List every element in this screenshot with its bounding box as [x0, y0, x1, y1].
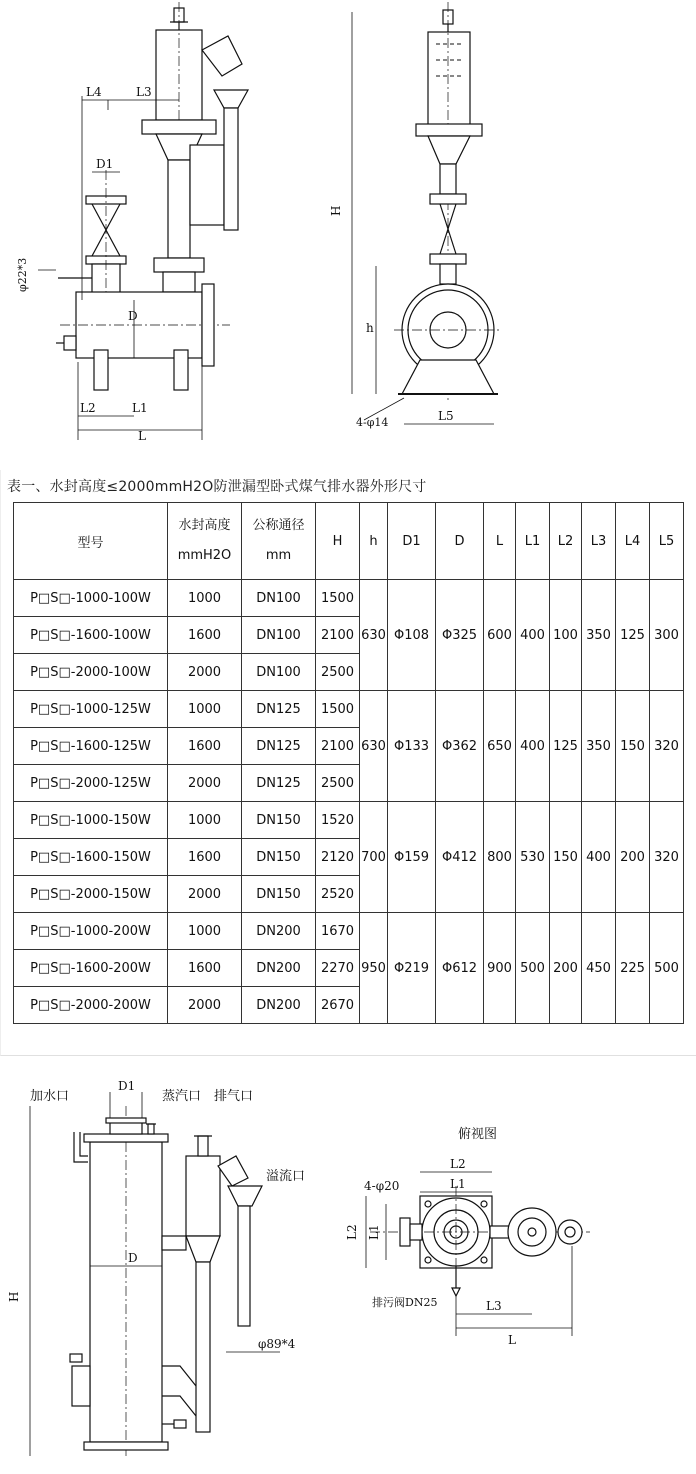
cell-model: P□S□-2000-100W — [14, 654, 168, 691]
cell-H: 2520 — [316, 876, 360, 913]
label-drain: 排污阀DN25 — [372, 1296, 438, 1309]
plan-view — [345, 1127, 590, 1347]
cell-h: 630 — [360, 580, 388, 691]
plan-title: 俯视图 — [458, 1127, 498, 1142]
table-row — [14, 802, 684, 839]
header-h: h — [360, 503, 388, 580]
cell-dn: DN100 — [242, 654, 316, 691]
cell-H: 2100 — [316, 617, 360, 654]
header-seal-line2: mmH2O — [177, 548, 232, 563]
cell-model: P□S□-1000-125W — [14, 691, 168, 728]
header-D1: D1 — [388, 503, 436, 580]
cell-D1: Φ219 — [388, 913, 436, 1024]
label-overflow: 溢流口 — [266, 1169, 306, 1184]
cell-L4: 150 — [616, 691, 650, 802]
cell-seal: 1600 — [168, 950, 242, 987]
cell-L1: 400 — [516, 691, 550, 802]
cell-dn: DN125 — [242, 691, 316, 728]
header-L2: L2 — [550, 503, 582, 580]
cell-model: P□S□-1000-150W — [14, 802, 168, 839]
cell-dn: DN200 — [242, 987, 316, 1024]
label-L-plan: L — [508, 1333, 516, 1347]
cell-D1: Φ108 — [388, 580, 436, 691]
cell-H: 1520 — [316, 802, 360, 839]
elevation-view — [7, 1079, 305, 1456]
label-D-bottom: D — [128, 1251, 138, 1265]
spec-section — [0, 470, 696, 1056]
cell-L1: 530 — [516, 802, 550, 913]
cell-h: 950 — [360, 913, 388, 1024]
header-dn — [242, 503, 316, 580]
label-H-bottom: H — [7, 1291, 21, 1302]
cell-L5: 500 — [650, 913, 684, 1024]
cell-H: 2500 — [316, 654, 360, 691]
cell-dn: DN150 — [242, 802, 316, 839]
header-seal — [168, 503, 242, 580]
label-phi22: φ22*3 — [16, 257, 29, 292]
cell-H: 2270 — [316, 950, 360, 987]
horizontal-drainer-drawing — [0, 0, 696, 470]
cell-dn: DN200 — [242, 950, 316, 987]
label-L1: L1 — [132, 401, 148, 415]
label-D1: D1 — [96, 157, 114, 171]
label-holes: 4-φ14 — [356, 416, 389, 429]
label-water-inlet: 加水口 — [30, 1089, 70, 1104]
cell-H: 1500 — [316, 691, 360, 728]
cell-D: Φ412 — [436, 802, 484, 913]
cell-seal: 1600 — [168, 728, 242, 765]
label-L1-plan-top: L1 — [450, 1177, 466, 1191]
cell-H: 2120 — [316, 839, 360, 876]
front-view — [16, 2, 248, 443]
label-holes-plan: 4-φ20 — [364, 1179, 400, 1193]
cell-L3: 400 — [582, 802, 616, 913]
cell-seal: 1000 — [168, 913, 242, 950]
header-model: 型号 — [14, 503, 168, 580]
label-vent: 排气口 — [214, 1089, 254, 1104]
side-view — [329, 2, 502, 429]
cell-seal: 1000 — [168, 691, 242, 728]
cell-dn: DN100 — [242, 580, 316, 617]
table-row — [14, 913, 684, 950]
cell-L: 900 — [484, 913, 516, 1024]
header-L5: L5 — [650, 503, 684, 580]
header-L: L — [484, 503, 516, 580]
cell-D: Φ612 — [436, 913, 484, 1024]
table-row — [14, 580, 684, 617]
cell-L: 600 — [484, 580, 516, 691]
cell-seal: 2000 — [168, 876, 242, 913]
cell-L3: 350 — [582, 580, 616, 691]
cell-seal: 2000 — [168, 765, 242, 802]
cell-L5: 320 — [650, 802, 684, 913]
cell-L3: 450 — [582, 913, 616, 1024]
header-dn-line1: 公称通径 — [252, 518, 305, 533]
label-steam: 蒸汽口 — [162, 1089, 202, 1104]
cell-h: 630 — [360, 691, 388, 802]
header-H: H — [316, 503, 360, 580]
cell-D: Φ362 — [436, 691, 484, 802]
label-L1-plan-side: L1 — [367, 1224, 381, 1240]
header-L1: L1 — [516, 503, 550, 580]
cell-model: P□S□-2000-150W — [14, 876, 168, 913]
cell-dn: DN125 — [242, 765, 316, 802]
cell-H: 2100 — [316, 728, 360, 765]
cell-model: P□S□-2000-200W — [14, 987, 168, 1024]
cell-seal: 1600 — [168, 839, 242, 876]
cell-H: 1670 — [316, 913, 360, 950]
table-caption: 表一、水封高度≤2000mmH2O防泄漏型卧式煤气排水器外形尺寸 — [7, 479, 427, 495]
cell-L: 650 — [484, 691, 516, 802]
cell-D1: Φ133 — [388, 691, 436, 802]
label-L4: L4 — [86, 85, 102, 99]
cell-L2: 200 — [550, 913, 582, 1024]
cell-D1: Φ159 — [388, 802, 436, 913]
cell-model: P□S□-1600-100W — [14, 617, 168, 654]
cell-L4: 200 — [616, 802, 650, 913]
label-h: h — [366, 321, 374, 335]
cell-model: P□S□-2000-125W — [14, 765, 168, 802]
table-header-row — [14, 503, 684, 580]
cell-L4: 125 — [616, 580, 650, 691]
cell-seal: 1000 — [168, 580, 242, 617]
label-L3: L3 — [136, 85, 152, 99]
cell-L2: 150 — [550, 802, 582, 913]
cell-dn: DN150 — [242, 839, 316, 876]
cell-seal: 1600 — [168, 617, 242, 654]
cell-L5: 300 — [650, 580, 684, 691]
vertical-drainer-drawing — [0, 1066, 696, 1470]
cell-H: 1500 — [316, 580, 360, 617]
label-phi89: φ89*4 — [258, 1337, 296, 1351]
cell-H: 2500 — [316, 765, 360, 802]
table-row — [14, 691, 684, 728]
cell-dn: DN200 — [242, 913, 316, 950]
label-D: D — [128, 309, 138, 323]
cell-model: P□S□-1000-200W — [14, 913, 168, 950]
cell-model: P□S□-1600-150W — [14, 839, 168, 876]
cell-seal: 1000 — [168, 802, 242, 839]
label-D1-bottom: D1 — [118, 1079, 136, 1093]
cell-dn: DN150 — [242, 876, 316, 913]
cell-L1: 400 — [516, 580, 550, 691]
cell-L1: 500 — [516, 913, 550, 1024]
cell-model: P□S□-1600-200W — [14, 950, 168, 987]
cell-dn: DN100 — [242, 617, 316, 654]
cell-model: P□S□-1600-125W — [14, 728, 168, 765]
cell-model: P□S□-1000-100W — [14, 580, 168, 617]
cell-H: 2670 — [316, 987, 360, 1024]
label-L: L — [138, 429, 146, 443]
bottom-drawing-panel — [0, 1066, 696, 1470]
header-D: D — [436, 503, 484, 580]
label-L3-plan: L3 — [486, 1299, 502, 1313]
cell-L4: 225 — [616, 913, 650, 1024]
cell-dn: DN125 — [242, 728, 316, 765]
label-L2-plan-side: L2 — [345, 1224, 359, 1240]
cell-seal: 2000 — [168, 654, 242, 691]
label-L5: L5 — [438, 409, 454, 423]
label-L2-plan-top: L2 — [450, 1157, 466, 1171]
cell-seal: 2000 — [168, 987, 242, 1024]
spec-table — [13, 502, 684, 1024]
cell-D: Φ325 — [436, 580, 484, 691]
cell-L2: 125 — [550, 691, 582, 802]
cell-L5: 320 — [650, 691, 684, 802]
header-L3: L3 — [582, 503, 616, 580]
top-drawing-panel — [0, 0, 696, 470]
label-L2: L2 — [80, 401, 96, 415]
cell-L: 800 — [484, 802, 516, 913]
header-L4: L4 — [616, 503, 650, 580]
header-dn-line2: mm — [265, 548, 292, 563]
cell-L2: 100 — [550, 580, 582, 691]
cell-h: 700 — [360, 802, 388, 913]
header-seal-line1: 水封高度 — [178, 518, 231, 533]
cell-L3: 350 — [582, 691, 616, 802]
label-H: H — [329, 205, 343, 216]
